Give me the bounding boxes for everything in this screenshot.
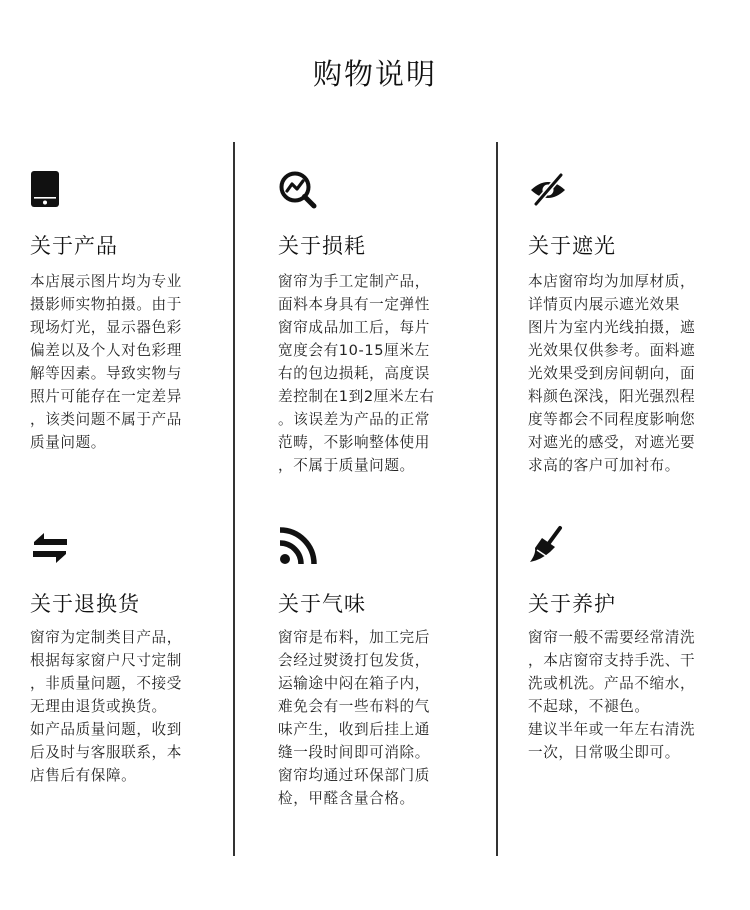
page-title: 购物说明 [312, 57, 437, 91]
body-line: 度等都会不同程度影响您 [528, 411, 696, 428]
section-title: 关于产品 [30, 234, 118, 258]
body-line: 图片为室内光线拍摄，遮 [528, 319, 696, 336]
body-line: 摄影师实物拍摄。由于 [30, 296, 182, 313]
body-line: 店售后有保障。 [30, 767, 137, 784]
body-line: 窗帘为手工定制产品， [278, 273, 430, 290]
section-body [278, 626, 430, 810]
body-line: 求高的客户可加衬布。 [528, 457, 680, 474]
section-title: 关于损耗 [278, 234, 366, 258]
column-divider [233, 142, 235, 856]
body-line: ，本店窗帘支持手洗、干 [528, 652, 696, 669]
body-line: 本店窗帘均为加厚材质， [528, 273, 696, 290]
section-title: 关于退换货 [30, 592, 140, 616]
body-line: 光效果仅供参考。面料遮 [528, 342, 696, 359]
body-line: 洗或机洗。产品不缩水， [528, 675, 696, 692]
body-line: ，不属于质量问题。 [278, 457, 415, 474]
section-body [30, 626, 182, 787]
section-body [528, 270, 695, 477]
body-line: 建议半年或一年左右清洗 [528, 721, 696, 738]
body-line: 缝一段时间即可消除。 [278, 744, 430, 761]
body-line: 本店展示图片均为专业 [30, 273, 182, 290]
body-line: 解等因素。导致实物与 [30, 365, 182, 382]
body-line: 范畴，不影响整体使用 [278, 434, 430, 451]
body-line: 窗帘成品加工后，每片 [278, 319, 430, 336]
column-divider [496, 142, 498, 856]
body-line: 一次，日常吸尘即可。 [528, 744, 680, 761]
tablet-icon [30, 170, 70, 210]
body-line: 后及时与客服联系，本 [30, 744, 182, 761]
body-line: 对遮光的感受，对遮光要 [528, 434, 696, 451]
body-line: 根据每家窗户尺寸定制 [30, 652, 182, 669]
body-line: 味产生，收到后挂上通 [278, 721, 430, 738]
body-line: 详情页内展示遮光效果 [528, 296, 680, 313]
body-line: ，该类问题不属于产品 [30, 411, 182, 428]
body-line: 面料本身具有一定弹性 [278, 296, 430, 313]
section-title: 关于气味 [278, 592, 366, 616]
body-line: 光效果受到房间朝向，面 [528, 365, 696, 382]
body-line: ，非质量问题，不接受 [30, 675, 182, 692]
body-line: 照片可能存在一定差异 [30, 388, 182, 405]
body-line: 现场灯光，显示器色彩 [30, 319, 182, 336]
body-line: 无理由退货或换货。 [30, 698, 167, 715]
search-trend-icon [278, 170, 318, 210]
body-line: 运输途中闷在箱子内， [278, 675, 430, 692]
body-line: 窗帘是布料，加工完后 [278, 629, 430, 646]
section-body [528, 626, 695, 764]
section-title: 关于遮光 [528, 234, 616, 258]
body-line: 窗帘一般不需要经常清洗 [528, 629, 696, 646]
swap-arrows-icon [30, 530, 70, 570]
eye-off-icon [528, 170, 568, 210]
body-line: 料颜色深浅，阳光强烈程 [528, 388, 696, 405]
body-line: 不起球，不褪色。 [528, 698, 650, 715]
body-line: 偏差以及个人对色彩理 [30, 342, 182, 359]
section-body [30, 270, 182, 454]
section-body [278, 270, 435, 477]
body-line: 宽度会有10-15厘米左 [278, 342, 430, 359]
section-title: 关于养护 [528, 592, 616, 616]
body-line: 质量问题。 [30, 434, 106, 451]
body-line: 检，甲醛含量合格。 [278, 790, 415, 807]
body-line: 差控制在1到2厘米左右 [278, 388, 435, 405]
body-line: 。该误差为产品的正常 [278, 411, 430, 428]
rss-feed-icon [278, 526, 318, 566]
body-line: 右的包边损耗，高度误 [278, 365, 430, 382]
body-line: 窗帘为定制类目产品， [30, 629, 182, 646]
broom-icon [528, 524, 568, 564]
body-line: 如产品质量问题，收到 [30, 721, 182, 738]
body-line: 难免会有一些布料的气 [278, 698, 430, 715]
body-line: 会经过熨烫打包发货， [278, 652, 430, 669]
body-line: 窗帘均通过环保部门质 [278, 767, 430, 784]
